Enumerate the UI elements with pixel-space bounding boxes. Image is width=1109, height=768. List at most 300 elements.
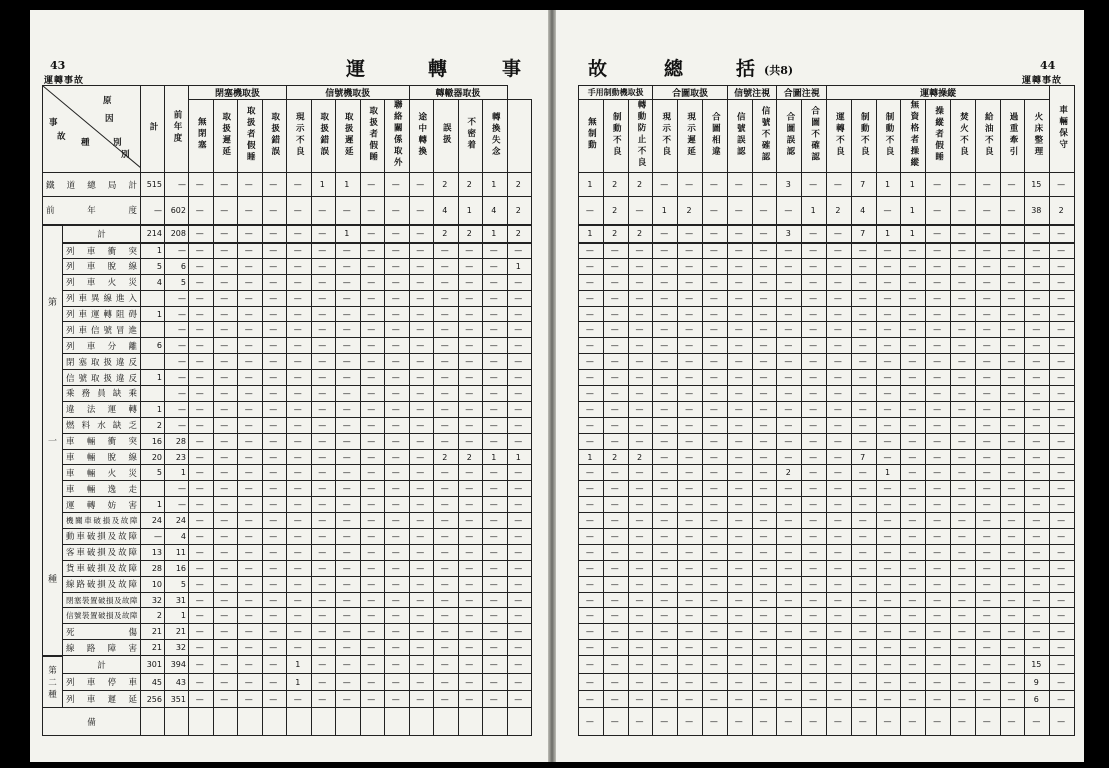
cell: — bbox=[360, 433, 385, 449]
cell: — bbox=[876, 691, 901, 708]
cell: — bbox=[975, 258, 1000, 274]
cell: — bbox=[975, 338, 1000, 354]
sub-header-text: 焚火不良 bbox=[958, 111, 969, 158]
cell: — bbox=[951, 338, 976, 354]
cell: — bbox=[189, 592, 214, 608]
cell: — bbox=[926, 691, 951, 708]
cell: — bbox=[802, 513, 827, 529]
cell: — bbox=[603, 624, 628, 640]
data-row bbox=[43, 354, 532, 370]
cell: — bbox=[1050, 624, 1075, 640]
cell: — bbox=[189, 401, 214, 417]
cell: — bbox=[189, 433, 214, 449]
cell: — bbox=[727, 386, 752, 402]
cell: — bbox=[311, 529, 336, 545]
cell: 2 bbox=[603, 173, 628, 197]
cell: — bbox=[901, 417, 926, 433]
cell: — bbox=[628, 401, 653, 417]
cell: — bbox=[1000, 640, 1025, 656]
cell: — bbox=[951, 274, 976, 290]
cell: — bbox=[702, 370, 727, 386]
cell: — bbox=[213, 401, 238, 417]
cell: — bbox=[311, 306, 336, 322]
cell: — bbox=[360, 290, 385, 306]
cell: — bbox=[360, 624, 385, 640]
cell: — bbox=[975, 529, 1000, 545]
cell: — bbox=[409, 354, 434, 370]
cell: — bbox=[287, 417, 312, 433]
cell: — bbox=[262, 544, 287, 560]
cell: — bbox=[802, 417, 827, 433]
cell: — bbox=[336, 576, 361, 592]
cell: 1 bbox=[141, 243, 165, 259]
cell: — bbox=[385, 197, 410, 225]
cell: — bbox=[851, 656, 876, 674]
sub-header-text: 取扱遲延 bbox=[220, 111, 231, 158]
cell: — bbox=[752, 306, 777, 322]
cell: — bbox=[851, 624, 876, 640]
cell: — bbox=[777, 674, 802, 691]
cell: — bbox=[777, 529, 802, 545]
cell: — bbox=[262, 386, 287, 402]
cell: — bbox=[653, 306, 678, 322]
data-row bbox=[579, 691, 1075, 708]
cell: — bbox=[802, 576, 827, 592]
cell: — bbox=[603, 708, 628, 736]
cell: — bbox=[385, 481, 410, 497]
data-row bbox=[43, 243, 532, 259]
cell: — bbox=[851, 322, 876, 338]
title-note: (共8) bbox=[764, 64, 794, 77]
cell: 20 bbox=[141, 449, 165, 465]
sub-header-4-6 bbox=[975, 100, 1000, 173]
cell: — bbox=[678, 338, 703, 354]
cell: — bbox=[336, 608, 361, 624]
cell: — bbox=[827, 322, 852, 338]
cell: — bbox=[802, 258, 827, 274]
cell: — bbox=[827, 306, 852, 322]
cell: — bbox=[1025, 497, 1050, 513]
cell: — bbox=[926, 465, 951, 481]
cell: — bbox=[603, 417, 628, 433]
cell: — bbox=[1000, 401, 1025, 417]
cell: — bbox=[777, 197, 802, 225]
cell: — bbox=[653, 544, 678, 560]
cell: — bbox=[975, 691, 1000, 708]
cell: 5 bbox=[165, 274, 189, 290]
cell: — bbox=[876, 608, 901, 624]
cell: — bbox=[1000, 544, 1025, 560]
cell: — bbox=[876, 258, 901, 274]
cell: 4 bbox=[851, 197, 876, 225]
cell: — bbox=[678, 691, 703, 708]
cell: — bbox=[189, 306, 214, 322]
cell: — bbox=[1000, 576, 1025, 592]
cell: — bbox=[213, 173, 238, 197]
cell: — bbox=[458, 417, 483, 433]
cell: — bbox=[653, 465, 678, 481]
cell: — bbox=[409, 481, 434, 497]
cell: — bbox=[385, 417, 410, 433]
sub-header-0-1 bbox=[213, 100, 238, 173]
cell: — bbox=[483, 306, 508, 322]
cell: — bbox=[603, 243, 628, 259]
cell: — bbox=[628, 243, 653, 259]
cell: — bbox=[434, 417, 459, 433]
cell: — bbox=[777, 497, 802, 513]
cell: — bbox=[603, 290, 628, 306]
cell: — bbox=[727, 592, 752, 608]
cell: — bbox=[678, 624, 703, 640]
cell: — bbox=[802, 674, 827, 691]
cell: — bbox=[777, 544, 802, 560]
cell: — bbox=[1025, 258, 1050, 274]
cell: — bbox=[702, 338, 727, 354]
cell: — bbox=[336, 656, 361, 674]
cell: — bbox=[483, 608, 508, 624]
cell: — bbox=[653, 449, 678, 465]
cell: — bbox=[827, 258, 852, 274]
cell: — bbox=[238, 640, 263, 656]
row-label: 車輛衝突 bbox=[63, 433, 141, 449]
data-row bbox=[579, 674, 1075, 691]
cell: — bbox=[926, 274, 951, 290]
cell: — bbox=[189, 608, 214, 624]
cell: — bbox=[385, 608, 410, 624]
row-label: 閉塞取扱違反 bbox=[63, 354, 141, 370]
col-total-text: 計 bbox=[148, 121, 158, 134]
cell: — bbox=[851, 338, 876, 354]
cell: — bbox=[777, 338, 802, 354]
cell: — bbox=[1025, 401, 1050, 417]
cell: — bbox=[336, 386, 361, 402]
cell: 9 bbox=[1025, 674, 1050, 691]
cell: — bbox=[1050, 640, 1075, 656]
cell: — bbox=[926, 529, 951, 545]
cell: — bbox=[189, 290, 214, 306]
cell: — bbox=[507, 576, 532, 592]
cell: — bbox=[628, 465, 653, 481]
cell: — bbox=[653, 433, 678, 449]
sub-header-2-3 bbox=[483, 100, 508, 173]
cell: — bbox=[434, 433, 459, 449]
cell: — bbox=[434, 322, 459, 338]
sub-header-text: 轉換失念 bbox=[490, 111, 501, 158]
cell: — bbox=[951, 674, 976, 691]
cell: — bbox=[876, 386, 901, 402]
cell: — bbox=[777, 640, 802, 656]
cell: — bbox=[189, 225, 214, 243]
cell: — bbox=[1050, 322, 1075, 338]
cell: — bbox=[409, 306, 434, 322]
cell: — bbox=[287, 592, 312, 608]
cell: — bbox=[653, 624, 678, 640]
cell: — bbox=[951, 497, 976, 513]
cell: — bbox=[777, 449, 802, 465]
cell: — bbox=[189, 465, 214, 481]
cell: — bbox=[1000, 290, 1025, 306]
cell: — bbox=[434, 656, 459, 674]
cell: — bbox=[802, 306, 827, 322]
data-row bbox=[579, 322, 1075, 338]
section2-total-row bbox=[43, 656, 532, 674]
cell: — bbox=[165, 322, 189, 338]
cell: — bbox=[385, 640, 410, 656]
cell: — bbox=[802, 290, 827, 306]
cell: — bbox=[975, 560, 1000, 576]
cell: — bbox=[926, 225, 951, 243]
cell: — bbox=[1000, 708, 1025, 736]
cell: — bbox=[189, 370, 214, 386]
sub-header-text: 誤扱 bbox=[441, 123, 452, 146]
cell: — bbox=[262, 274, 287, 290]
cell: — bbox=[360, 465, 385, 481]
cell: — bbox=[1025, 417, 1050, 433]
cell: — bbox=[238, 354, 263, 370]
cell: — bbox=[311, 576, 336, 592]
cell: — bbox=[752, 544, 777, 560]
cell: — bbox=[360, 417, 385, 433]
cell: — bbox=[434, 274, 459, 290]
cell: — bbox=[1025, 290, 1050, 306]
cell: — bbox=[238, 481, 263, 497]
row-label: 列車遲延 bbox=[63, 691, 141, 708]
cell: — bbox=[213, 197, 238, 225]
cell: — bbox=[311, 322, 336, 338]
sub-header-text: 取扱者假睡 bbox=[367, 105, 378, 164]
row-label: 機關車破損及故障 bbox=[63, 513, 141, 529]
cell: — bbox=[777, 258, 802, 274]
cell: — bbox=[603, 544, 628, 560]
cell: — bbox=[507, 386, 532, 402]
cell: — bbox=[458, 513, 483, 529]
cell: — bbox=[1050, 243, 1075, 259]
cell: — bbox=[827, 465, 852, 481]
cell: — bbox=[678, 417, 703, 433]
cell: 21 bbox=[141, 640, 165, 656]
cell: — bbox=[287, 173, 312, 197]
cell: — bbox=[702, 481, 727, 497]
row-label: 列車運轉阻碍 bbox=[63, 306, 141, 322]
data-row bbox=[579, 306, 1075, 322]
section-char: 二 bbox=[48, 677, 57, 688]
cell: — bbox=[579, 624, 604, 640]
cell: — bbox=[311, 465, 336, 481]
cell: 2 bbox=[458, 173, 483, 197]
cell bbox=[483, 708, 508, 736]
cell: — bbox=[311, 449, 336, 465]
cell: — bbox=[360, 401, 385, 417]
data-row bbox=[43, 274, 532, 290]
sub-header-1-2 bbox=[702, 100, 727, 173]
cell: — bbox=[975, 576, 1000, 592]
cell: — bbox=[336, 306, 361, 322]
cell: — bbox=[483, 691, 508, 708]
cell: — bbox=[851, 481, 876, 497]
cell: — bbox=[434, 592, 459, 608]
sub-header-text: 無閉塞 bbox=[196, 117, 207, 152]
sub-header-text: 合圖相違 bbox=[710, 111, 721, 158]
cell: — bbox=[901, 243, 926, 259]
cell: — bbox=[975, 290, 1000, 306]
data-row bbox=[43, 608, 532, 624]
cell: 1 bbox=[802, 197, 827, 225]
cell: — bbox=[951, 576, 976, 592]
cell: — bbox=[507, 497, 532, 513]
cell: — bbox=[727, 225, 752, 243]
cell: — bbox=[507, 322, 532, 338]
cell bbox=[336, 708, 361, 736]
cell: — bbox=[628, 306, 653, 322]
cell: — bbox=[483, 656, 508, 674]
cell: — bbox=[802, 401, 827, 417]
cell: 2 bbox=[827, 197, 852, 225]
cell: — bbox=[483, 290, 508, 306]
cell: — bbox=[876, 338, 901, 354]
cell: — bbox=[901, 544, 926, 560]
cell: — bbox=[507, 354, 532, 370]
cell: — bbox=[165, 354, 189, 370]
cell: — bbox=[777, 691, 802, 708]
group-header-vertical-5 bbox=[1050, 86, 1075, 173]
cell: 1 bbox=[287, 674, 312, 691]
section-char: 一 bbox=[47, 436, 57, 447]
cell: — bbox=[802, 544, 827, 560]
cell: — bbox=[975, 322, 1000, 338]
cell: — bbox=[483, 497, 508, 513]
cell: — bbox=[141, 197, 165, 225]
data-row bbox=[579, 243, 1075, 259]
cell: — bbox=[1025, 322, 1050, 338]
cell: — bbox=[951, 708, 976, 736]
cell: — bbox=[483, 513, 508, 529]
cell: — bbox=[975, 708, 1000, 736]
cell: — bbox=[603, 274, 628, 290]
cell: — bbox=[287, 386, 312, 402]
cell: — bbox=[311, 274, 336, 290]
cell: — bbox=[901, 274, 926, 290]
section-char: 種 bbox=[48, 689, 57, 700]
sub-header-text: 取扱者假睡 bbox=[245, 105, 256, 164]
cell: — bbox=[678, 433, 703, 449]
cell: — bbox=[876, 674, 901, 691]
cell: — bbox=[1000, 691, 1025, 708]
cell: — bbox=[628, 674, 653, 691]
cell: — bbox=[901, 560, 926, 576]
cell: — bbox=[951, 322, 976, 338]
cell: — bbox=[483, 243, 508, 259]
cell: — bbox=[1050, 354, 1075, 370]
cell: — bbox=[827, 433, 852, 449]
row-label: 閉塞裝置破損及故障 bbox=[63, 592, 141, 608]
cell: — bbox=[653, 225, 678, 243]
cell: — bbox=[851, 290, 876, 306]
cell: — bbox=[579, 401, 604, 417]
cell: — bbox=[434, 243, 459, 259]
cell: — bbox=[851, 401, 876, 417]
cell: — bbox=[579, 386, 604, 402]
sub-header-text: 不密着 bbox=[465, 117, 476, 152]
cell: — bbox=[507, 608, 532, 624]
cell: 2 bbox=[434, 173, 459, 197]
cell: — bbox=[311, 497, 336, 513]
cell bbox=[238, 708, 263, 736]
cell: — bbox=[507, 243, 532, 259]
footer-row bbox=[579, 708, 1075, 736]
cell: — bbox=[653, 417, 678, 433]
cell: — bbox=[777, 513, 802, 529]
corner-label-mid_left: 事 bbox=[49, 118, 58, 128]
cell: 24 bbox=[165, 513, 189, 529]
col-header-prev-year bbox=[165, 86, 189, 173]
cell: — bbox=[287, 481, 312, 497]
group-header-2: 信號注視 bbox=[727, 86, 777, 100]
cell: — bbox=[458, 608, 483, 624]
row-label: 信號裝置破損及故障 bbox=[63, 608, 141, 624]
cell: — bbox=[827, 497, 852, 513]
cell: 1 bbox=[141, 497, 165, 513]
corner-label-top: 原 bbox=[103, 96, 112, 106]
cell: — bbox=[628, 544, 653, 560]
data-row bbox=[579, 354, 1075, 370]
data-row bbox=[579, 513, 1075, 529]
cell bbox=[262, 708, 287, 736]
cell: — bbox=[311, 370, 336, 386]
cell: — bbox=[802, 173, 827, 197]
col-prev-year-text: 前年度 bbox=[172, 110, 182, 145]
cell: — bbox=[458, 529, 483, 545]
cell: — bbox=[802, 338, 827, 354]
cell: — bbox=[483, 640, 508, 656]
cell: — bbox=[678, 465, 703, 481]
cell: — bbox=[876, 624, 901, 640]
section-char: 種 bbox=[47, 575, 57, 586]
cell: — bbox=[360, 370, 385, 386]
cell: — bbox=[483, 560, 508, 576]
cell: — bbox=[1000, 497, 1025, 513]
cell: — bbox=[360, 197, 385, 225]
cell: — bbox=[579, 354, 604, 370]
cell: — bbox=[360, 608, 385, 624]
row-label: 列車分離 bbox=[63, 338, 141, 354]
cell: — bbox=[262, 513, 287, 529]
sub-header-4-0 bbox=[827, 100, 852, 173]
cell: — bbox=[287, 306, 312, 322]
cell: 6 bbox=[1025, 691, 1050, 708]
cell: — bbox=[360, 497, 385, 513]
sub-header-1-4 bbox=[385, 100, 410, 173]
cell: — bbox=[238, 173, 263, 197]
cell: 3 bbox=[777, 173, 802, 197]
cell: 7 bbox=[851, 225, 876, 243]
running-head-right: 運轉事故 bbox=[1022, 76, 1063, 86]
cell: — bbox=[777, 386, 802, 402]
cell: 1 bbox=[141, 306, 165, 322]
cell: — bbox=[483, 417, 508, 433]
sub-header-4-1 bbox=[851, 100, 876, 173]
cell: — bbox=[360, 529, 385, 545]
cell: — bbox=[458, 274, 483, 290]
sub-header-4-5 bbox=[951, 100, 976, 173]
cell: 2 bbox=[507, 197, 532, 225]
sub-header-2-2 bbox=[458, 100, 483, 173]
cell: — bbox=[262, 608, 287, 624]
cell: — bbox=[238, 274, 263, 290]
cell: — bbox=[752, 465, 777, 481]
cell: — bbox=[777, 274, 802, 290]
cell: — bbox=[213, 513, 238, 529]
cell: — bbox=[360, 656, 385, 674]
